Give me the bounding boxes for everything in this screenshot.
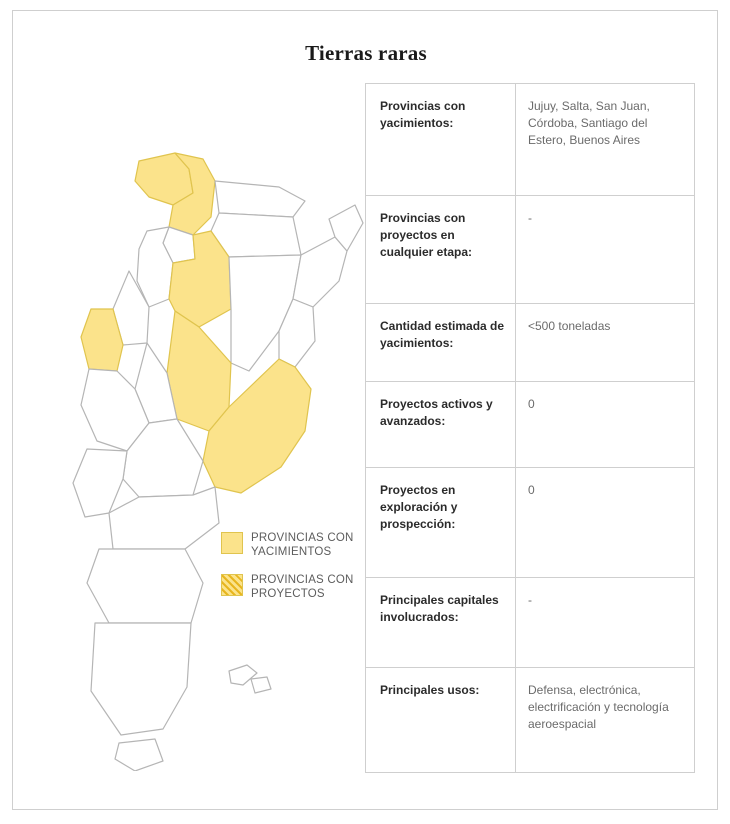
table-cell-value: - bbox=[528, 211, 532, 225]
table-cell-value: - bbox=[528, 593, 532, 607]
legend-item-yacimientos bbox=[221, 531, 371, 559]
table-cell-label: Proyectos en exploración y prospección: bbox=[366, 468, 516, 577]
table-row bbox=[366, 578, 694, 668]
legend-label-yacimientos: PROVINCIAS CON YACIMIENTOS bbox=[251, 532, 354, 558]
map-legend bbox=[221, 531, 371, 615]
province-neuquen bbox=[73, 449, 127, 517]
table-row bbox=[366, 382, 694, 468]
table-cell-label: Provincias con yacimientos: bbox=[366, 84, 516, 195]
page-title: Tierras raras bbox=[305, 41, 427, 65]
table-row bbox=[366, 196, 694, 304]
table-row bbox=[366, 468, 694, 578]
islas-malvinas-2 bbox=[251, 677, 271, 693]
table-row bbox=[366, 304, 694, 382]
legend-swatch-hatched-icon bbox=[221, 574, 243, 596]
table-cell-value: 0 bbox=[528, 483, 535, 497]
table-cell-label: Principales usos: bbox=[366, 668, 516, 772]
table-cell-value: 0 bbox=[528, 397, 535, 411]
table-row bbox=[366, 668, 694, 773]
table-cell-value: <500 toneladas bbox=[528, 319, 611, 333]
legend-label-proyectos: PROVINCIAS CON PROYECTOS bbox=[251, 574, 354, 600]
province-rio-negro bbox=[109, 487, 219, 549]
map-container bbox=[43, 131, 373, 771]
table-row bbox=[366, 84, 694, 196]
table-cell-label: Provincias con proyectos en cualquier etapa: bbox=[366, 196, 516, 303]
province-chubut bbox=[87, 549, 203, 623]
table-cell-label: Proyectos activos y avanzados: bbox=[366, 382, 516, 467]
legend-item-proyectos bbox=[221, 573, 371, 601]
argentina-map-svg bbox=[43, 131, 373, 771]
province-santa-cruz bbox=[91, 623, 191, 735]
province-formosa bbox=[215, 181, 305, 217]
province-corrientes bbox=[293, 237, 347, 307]
table-cell-label: Cantidad estimada de yacimientos: bbox=[366, 304, 516, 381]
infographic-frame bbox=[12, 10, 718, 810]
table-cell-label: Principales capitales involucrados: bbox=[366, 578, 516, 667]
province-cordoba bbox=[167, 311, 231, 431]
table-cell-value: Defensa, electrónica, electrificación y tecnología aeroespacial bbox=[528, 683, 669, 731]
legend-swatch-solid-icon bbox=[221, 532, 243, 554]
data-table bbox=[365, 83, 695, 773]
table-cell-value: Jujuy, Salta, San Juan, Córdoba, Santiago del Estero, Buenos Aires bbox=[528, 99, 650, 147]
province-tierra-del-fuego bbox=[115, 739, 163, 771]
